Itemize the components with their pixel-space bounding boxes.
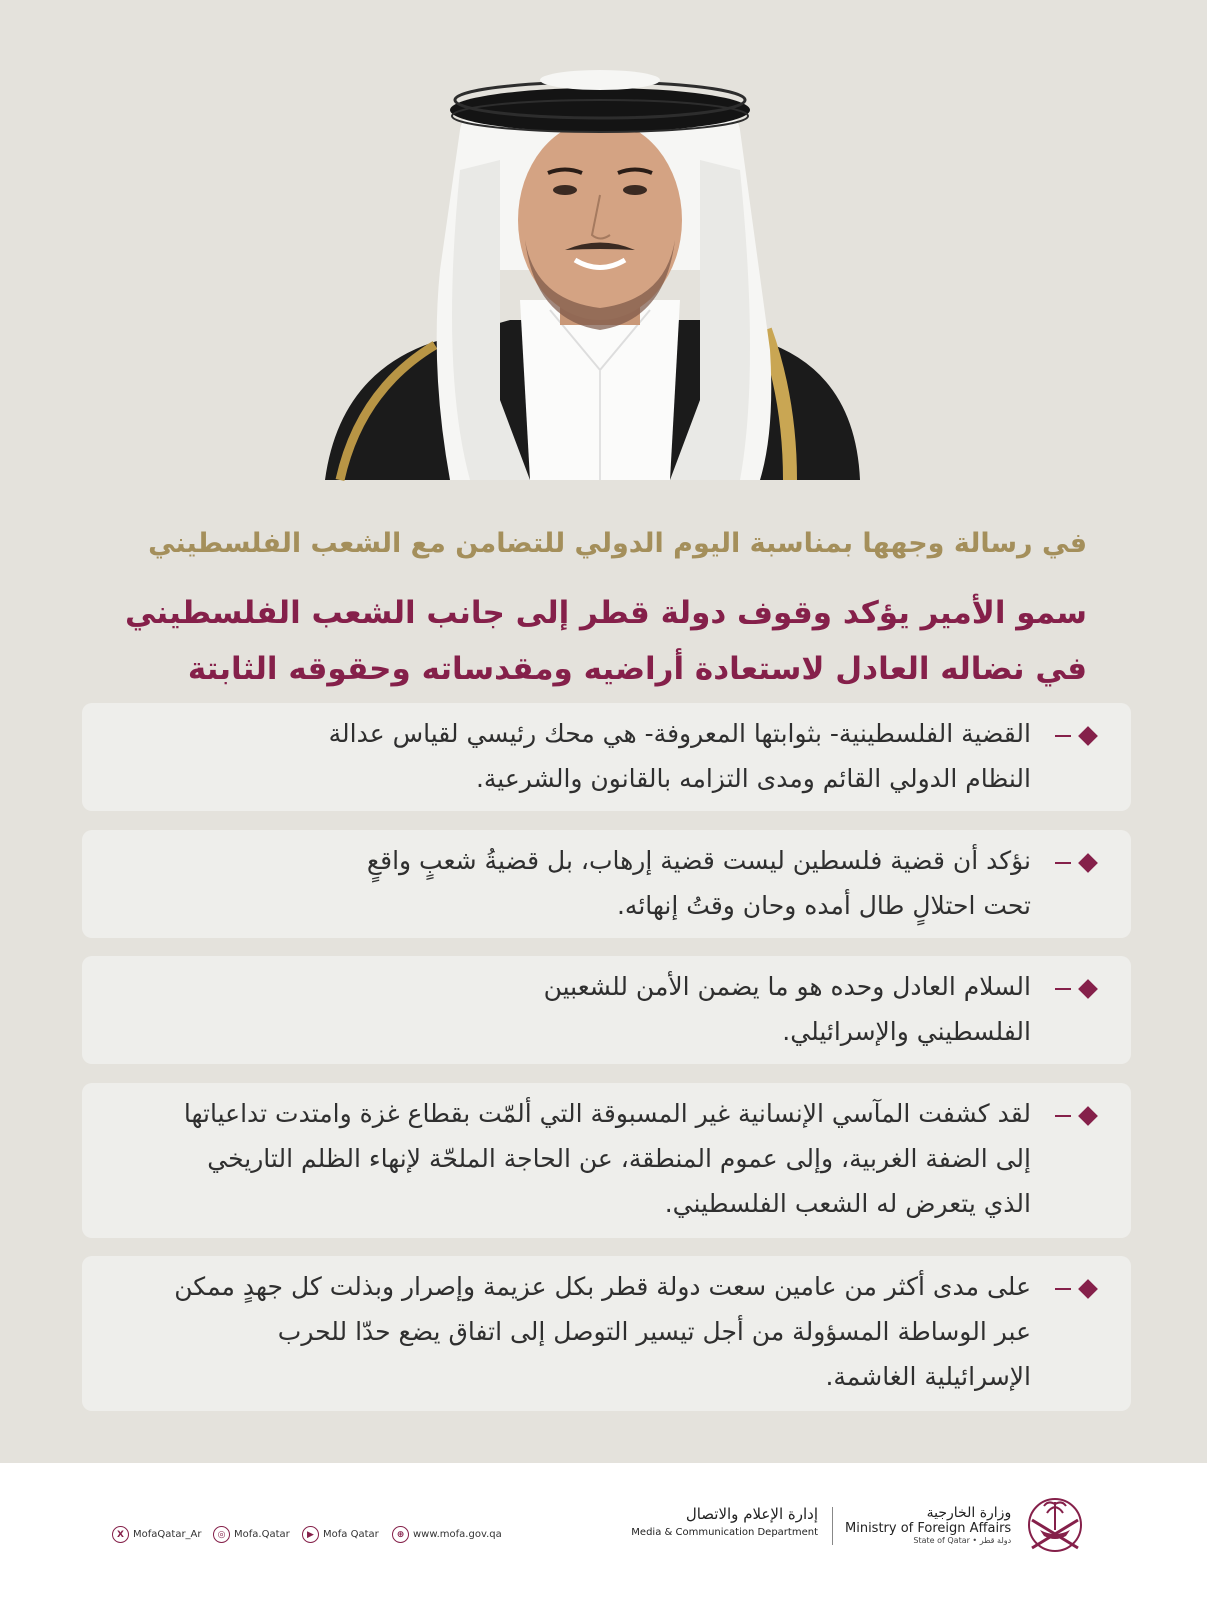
point-text: السلام العادل وحده هو ما يضمن الأمن للشعبين الفلسطيني والإسرائيلي. (543, 972, 1031, 1046)
diamond-bullet-icon (1078, 853, 1098, 873)
globe-icon: ⊕ (392, 1526, 409, 1543)
social-youtube[interactable]: ▶ Mofa Qatar (302, 1526, 379, 1543)
headline (125, 585, 1087, 697)
point-text: لقد كشفت المآسي الإنسانية غير المسبوقة التي ألمّت بقطاع غزة وامتدت تداعياتها إلى الضفة الغربية، وإلى عموم المنطقة، عن الحاجة الملحّة لإنهاء الظلم التاريخي الذي يتعرض له الشعب الفلسطيني. (183, 1099, 1031, 1218)
bullet-dash (1055, 1288, 1071, 1290)
bullet-dash (1055, 988, 1071, 990)
point-text: القضية الفلسطينية- بثوابتها المعروفة- هي محك رئيسي لقياس عدالة النظام الدولي القائم ومدى التزامه بالقانون والشرعية. (328, 719, 1031, 793)
bullet-dash (1055, 1115, 1071, 1117)
ministry-name: وزارة الخارجية Ministry of Foreign Affairs State of Qatar • دولة قطر (845, 1505, 1012, 1545)
bullet-dash (1055, 735, 1071, 737)
social-website[interactable]: ⊕ www.mofa.gov.qa (392, 1526, 502, 1543)
youtube-icon: ▶ (302, 1526, 319, 1543)
social-x[interactable]: X MofaQatar_Ar (112, 1526, 202, 1543)
headline-line-2: في نضاله العادل لاستعادة أراضيه ومقدساته وحقوقه الثابتة (187, 651, 1087, 687)
media-department: إدارة الإعلام والاتصال Media & Communication Department (631, 1505, 818, 1538)
point-card-2 (82, 830, 1131, 938)
point-card-1 (82, 703, 1131, 811)
headline-line-1: سمو الأمير يؤكد وقوف دولة قطر إلى جانب الشعب الفلسطيني (125, 595, 1087, 631)
point-text: على مدى أكثر من عامين سعت دولة قطر بكل عزيمة وإصرار وبذلت كل جهدٍ ممكن عبر الوساطة المسؤولة من أجل تيسير التوصل إلى اتفاق يضع حدّا للحرب الإسرائيلية الغاشمة. (174, 1272, 1031, 1391)
social-instagram[interactable]: ◎ Mofa.Qatar (213, 1526, 290, 1543)
point-text: نؤكد أن قضية فلسطين ليست قضية إرهاب، بل قضيةُ شعبٍ واقعٍ تحت احتلالٍ طال أمده وحان وقتُ إنهائه. (366, 846, 1031, 920)
point-card-4 (82, 1083, 1131, 1238)
diamond-bullet-icon (1078, 1106, 1098, 1126)
diamond-bullet-icon (1078, 726, 1098, 746)
footer-divider (832, 1507, 833, 1545)
diamond-bullet-icon (1078, 979, 1098, 999)
qatar-emblem-icon (1020, 1490, 1090, 1560)
subtitle: في رسالة وجهها بمناسبة اليوم الدولي للتضامن مع الشعب الفلسطيني (148, 528, 1087, 559)
point-card-3 (82, 956, 1131, 1064)
x-icon: X (112, 1526, 129, 1543)
instagram-icon: ◎ (213, 1526, 230, 1543)
bullet-dash (1055, 862, 1071, 864)
point-card-5 (82, 1256, 1131, 1411)
diamond-bullet-icon (1078, 1279, 1098, 1299)
emir-portrait (320, 70, 880, 490)
